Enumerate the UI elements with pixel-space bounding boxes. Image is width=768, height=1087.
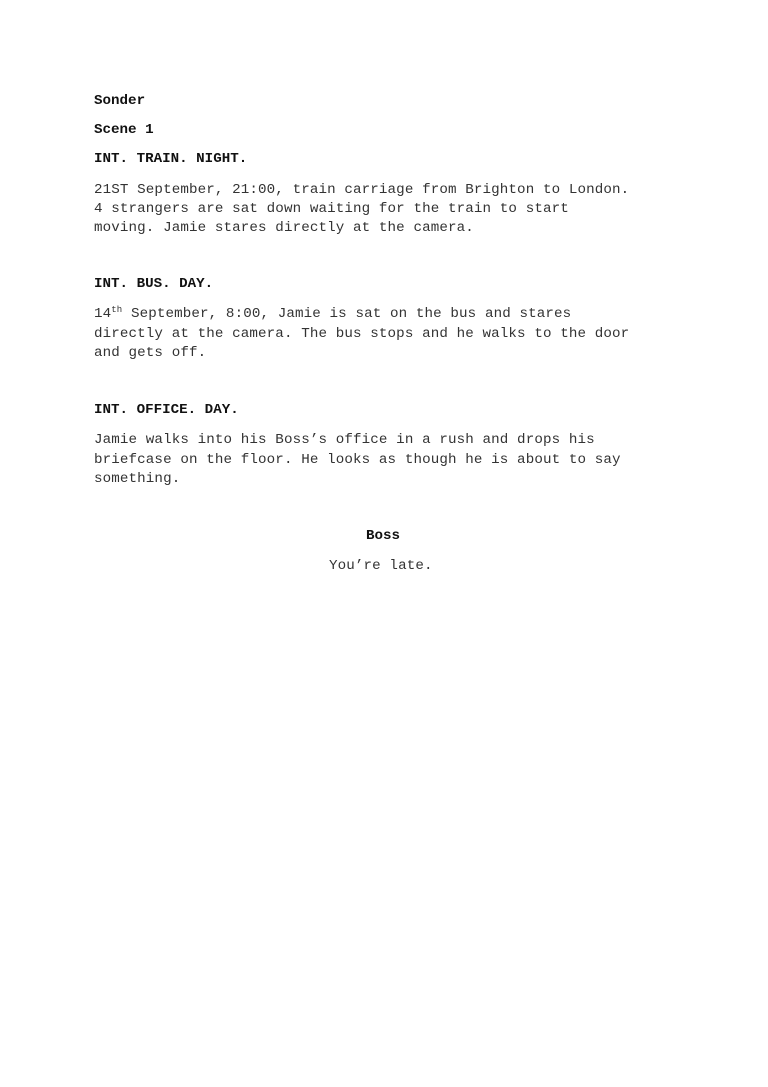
action-line-rest: September, 8:00, Jamie is sat on the bus and stares xyxy=(122,306,572,322)
action-line xyxy=(94,305,571,325)
action-line: Jamie walks into his Boss’s office in a rush and drops his xyxy=(94,432,595,448)
script-title: Sonder xyxy=(94,93,146,109)
action-line: moving. Jamie stares directly at the camera. xyxy=(94,220,474,236)
action-line: something. xyxy=(94,471,181,487)
ordinal-suffix: th xyxy=(111,305,123,315)
scene-heading-train: INT. TRAIN. NIGHT. xyxy=(94,151,248,167)
scene-heading-office: INT. OFFICE. DAY. xyxy=(94,402,239,418)
action-line: 21ST September, 21:00, train carriage from Brighton to London. xyxy=(94,182,630,198)
action-line: directly at the camera. The bus stops and he walks to the door xyxy=(94,326,630,342)
character-name: Boss xyxy=(366,528,401,544)
date-day: 14 xyxy=(94,306,112,322)
action-line: and gets off. xyxy=(94,345,207,361)
dialogue-line: You’re late. xyxy=(329,558,433,574)
scene-heading-bus: INT. BUS. DAY. xyxy=(94,276,214,292)
action-line: 4 strangers are sat down waiting for the train to start xyxy=(94,201,569,217)
action-line: briefcase on the floor. He looks as though he is about to say xyxy=(94,452,621,468)
scene-number: Scene 1 xyxy=(94,122,154,138)
